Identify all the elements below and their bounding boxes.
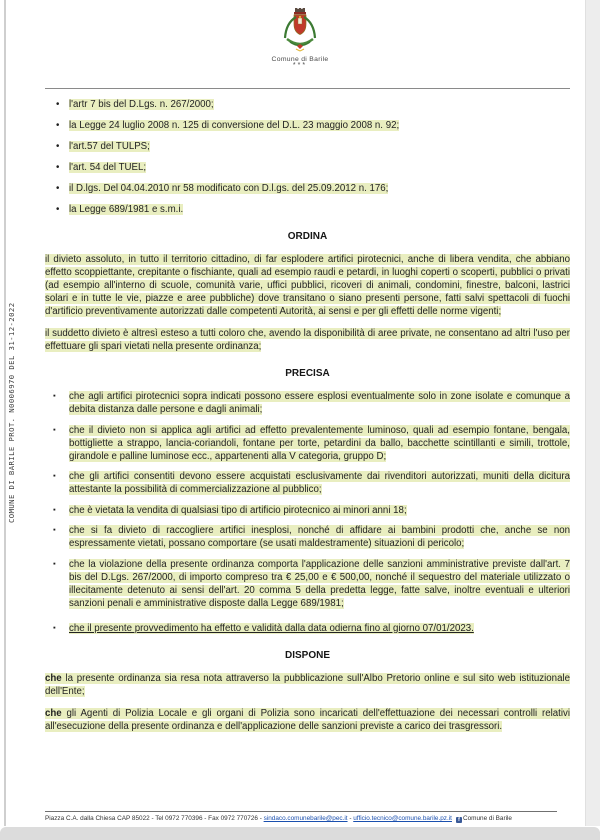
list-item: • l'art. 54 del TUEL; (69, 161, 570, 174)
legal-references-list (45, 98, 570, 216)
precisa-list (45, 390, 570, 635)
scan-edge-right (585, 0, 600, 826)
document-header (0, 6, 600, 69)
coat-of-arms-icon (271, 6, 329, 54)
protocol-stamp: COMUNE DI BARILE PROT. N0006970 DEL 31-12-2022 (7, 302, 16, 523)
facebook-icon[interactable]: f (456, 817, 462, 823)
scan-edge-left (4, 0, 6, 826)
footer-facebook-page-name: Comune di Barile (462, 815, 512, 822)
list-item: ▪ che si fa divieto di raccogliere artifici inesplosi, nonché di affidare ai bambini prodotti che, anche se non espressamente vietati, possano comportare (se usati maldestramente) situazioni di pericolo; (69, 524, 570, 550)
scan-edge-bottom (0, 827, 600, 840)
dispone-paragraph: che gli Agenti di Polizia Locale e gli organi di Polizia sono incaricati dell'effettuazione dei necessari controlli relativi all'esecuzione della presente ordinanza e dell'applicazione delle sanzioni previste a carico dei trasgressori. (45, 707, 570, 732)
list-item: • la Legge 24 luglio 2008 n. 125 di conversione del D.L. 23 maggio 2008 n. 92; (69, 119, 570, 132)
footer-separator: - (347, 815, 354, 822)
list-item: • l'art.57 del TULPS; (69, 140, 570, 153)
ordinance-body (45, 92, 570, 742)
ordina-paragraph: il suddetto divieto è altresì esteso a tutti coloro che, avendo la disponibilità di aree private, ne consentano ad altri l'uso per effettuare gli spari vietati nella presente ordinanza; (45, 328, 570, 352)
list-item: ▪ che la violazione della presente ordinanza comporta l'applicazione delle sanzioni amministrative previste dall'art. 7 bis del D.Lgs. 267/2000, di importo compreso tra € 25,00 e € 500,00, nonché il sequestro del materiale utilizzato o illecitamente detenuto ai sensi dell'art. 20 comma 5 della predetta legge, fatte salve, inoltre eventuali e ulteriori sanzioni penali e amministrative disposte dalla Legge 689/1981; (69, 558, 570, 610)
ordina-paragraph: il divieto assoluto, in tutto il territorio cittadino, di far esplodere artifici pirotecnici, anche di libera vendita, che abbiano effetto scoppiettante, crepitante o fischiante, quali ad esempio raudi e petardi, in luoghi coperti o scoperti, pubblici o privati (ad esempio all'interno di scuole, comunità varie, uffici pubblici, ricoveri di animali, condomini, finestre, balconi, lastrici solari e in tutte le vie, piazze e aree pubbliche) dove transitano o siano presenti persone, fatti salvi spettacoli di fuochi d'artificio preventivamente autorizzati dalle competenti Autorità, ai sensi e per gli effetti delle norme vigenti; (45, 254, 570, 317)
footer-email-sindaco-link[interactable]: sindaco.comunebarile@pec.it (263, 815, 348, 822)
list-item: ▪ che è vietata la vendita di qualsiasi tipo di artificio pirotecnico ai minori anni 18; (69, 504, 570, 517)
header-stars: *** (292, 62, 308, 69)
municipality-name: Comune di Barile (271, 56, 329, 63)
list-item: • la Legge 689/1981 e s.m.i. (69, 203, 570, 216)
section-heading-dispone: DISPONE (284, 649, 330, 661)
footer-address: Piazza C.A. dalla Chiesa CAP 85022 - Tel 0972 770396 - Fax 0972 770726 - (45, 815, 264, 822)
header-divider (45, 88, 570, 89)
list-item: ▪ che il divieto non si applica agli artifici ad effetto prevalentemente luminoso, quali ad esempio fontane, bengala, bottigliette a strappo, lancia-coriandoli, fontane per torte, petardini da ballo, bacchette scintillanti e simili, trottole, girandole e palline luminose ecc., appartenenti alla V categoria, gruppo D; (69, 424, 570, 463)
list-item: • il D.lgs. Del 04.04.2010 nr 58 modificato con D.l.gs. del 25.09.2012 n. 176; (69, 182, 570, 195)
section-heading-precisa: PRECISA (285, 368, 330, 379)
list-item: • l'artr 7 bis del D.Lgs. n. 267/2000; (69, 98, 570, 111)
section-heading-ordina: ORDINA (287, 231, 328, 242)
footer-email-ufficio-tecnico-link[interactable]: ufficio.tecnico@comune.barile.pz.it (353, 815, 452, 822)
footer-divider (45, 811, 557, 812)
footer (45, 815, 575, 823)
list-item-validity: ▪ che il presente provvedimento ha effetto e validità dalla data odierna fino al giorno 07/01/2023. (69, 622, 570, 635)
list-item: ▪ che gli artifici consentiti devono essere acquistati esclusivamente dai rivenditori autorizzati, muniti della dicitura attestante la possibilità di commercializzazione al pubblico; (69, 470, 570, 496)
dispone-paragraph: che la presente ordinanza sia resa nota attraverso la pubblicazione sull'Albo Pretorio online e sul sito web istituzionale dell'Ente; (45, 672, 570, 697)
list-item: ▪ che agli artifici pirotecnici sopra indicati possono essere esplosi eventualmente solo in zone isolate e comunque a debita distanza dalle persone e dagli animali; (69, 390, 570, 416)
